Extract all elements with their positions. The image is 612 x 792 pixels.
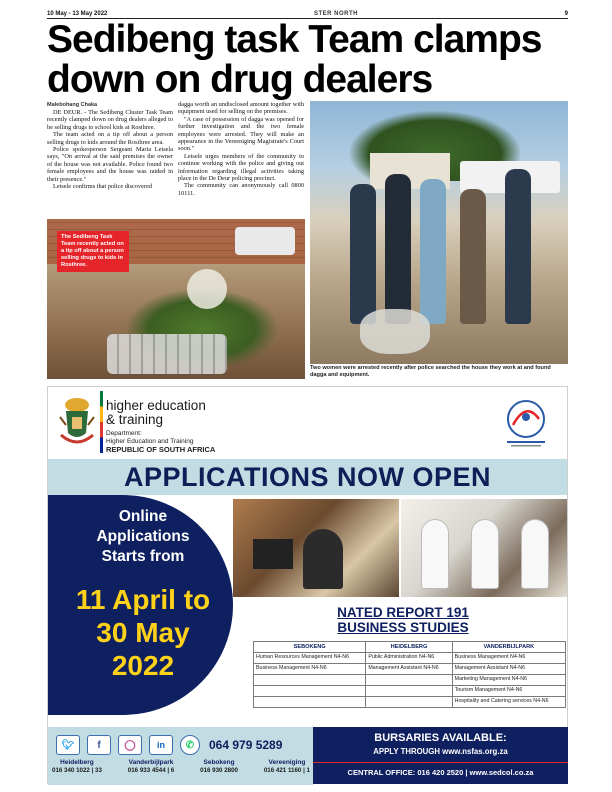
- campus-number: 016 933 4544 | 6: [127, 767, 175, 774]
- apply-link[interactable]: APPLY THROUGH www.nsfas.org.za: [373, 747, 508, 756]
- student: [303, 529, 343, 589]
- whatsapp-icon[interactable]: ✆: [180, 735, 200, 755]
- person: [385, 174, 411, 324]
- divider: [313, 762, 568, 763]
- paragraph: dagga worth an undisclosed amount together with equipment used for selling on the premises.: [178, 101, 304, 116]
- person: [460, 189, 486, 324]
- campus-number: 016 421 1160 | 1: [263, 767, 310, 774]
- table-cell: Hospitality and Catering services N4-N6: [452, 697, 565, 708]
- column-header: SEBOKENG: [254, 642, 366, 653]
- dept-country: REPUBLIC OF SOUTH AFRICA: [106, 445, 216, 454]
- instagram-icon[interactable]: ◯: [118, 735, 142, 755]
- article-column-2: [178, 101, 304, 197]
- bursaries-heading: BURSARIES AVAILABLE:: [374, 732, 507, 744]
- article-headline: Sedibeng task Team clamps down on drug dealers: [47, 18, 542, 101]
- nated-heading: [288, 605, 518, 635]
- dept-line-1: higher education: [106, 398, 206, 413]
- table-cell: Tourism Management N4-N6: [452, 686, 565, 697]
- table-cell: [366, 686, 452, 697]
- ad-header: [48, 387, 567, 459]
- catering-class-photo: [401, 499, 567, 597]
- date-line-1: 11 April to: [75, 584, 211, 615]
- online-line-2: Applications: [96, 528, 190, 545]
- dept-line-2: & training: [106, 412, 164, 427]
- nated-line-2: BUSINESS STUDIES: [337, 620, 469, 635]
- table-cell: [366, 697, 452, 708]
- table-cell: Management Assistant N4-N6: [452, 664, 565, 675]
- table-row: [254, 675, 566, 686]
- paragraph: Letsele urges members of the community to continue working with the police and giving out information regarding illegal activities taking place in the De Deur policing precinct.: [178, 152, 304, 183]
- central-office-contact[interactable]: CENTRAL OFFICE: 016 420 2520 | www.sedcol.co.za: [347, 768, 534, 777]
- date-line-2: 30 May: [96, 617, 190, 648]
- chef: [471, 519, 499, 589]
- paragraph: DE DEUR. - The Sedibeng Cluster Task Team recently clamped down on drug dealers alleged to be selling drugs to school kids at Rosihree.: [47, 109, 173, 131]
- paragraph: Letsele confirms that police discovered: [53, 183, 152, 191]
- social-links: [56, 735, 282, 755]
- campus-contact: [264, 759, 310, 775]
- table-row: [254, 697, 566, 708]
- table-cell: [254, 686, 366, 697]
- campus-contact: [52, 759, 102, 775]
- coat-of-arms-icon: [58, 395, 96, 451]
- applications-banner: APPLICATIONS NOW OPEN: [48, 459, 567, 495]
- table-cell: [366, 675, 452, 686]
- table-cell: Human Resources Management N4-N6: [254, 653, 366, 664]
- linkedin-icon[interactable]: in: [149, 735, 173, 755]
- campus-contact: [128, 759, 174, 775]
- department-title: [106, 399, 206, 427]
- campus-name: Heidelberg: [60, 759, 94, 766]
- table-cell: Public Administration N4-N6: [366, 653, 452, 664]
- photo-caption-box: The Sedibeng Task Team recently acted on a tip off about a person selling drugs to kids in Rosihree.: [57, 231, 129, 272]
- table-row: [254, 664, 566, 675]
- person: [420, 179, 446, 324]
- police-team-photo: [310, 101, 568, 364]
- campus-name: Vereeniging: [268, 759, 306, 766]
- online-line-1: Online: [118, 508, 168, 525]
- chef: [421, 519, 449, 589]
- computer-lab-photo: [233, 499, 399, 597]
- date-line-3: 2022: [111, 650, 175, 681]
- campus-name: Sebokeng: [203, 759, 235, 766]
- campus-number: 016 930 2800: [200, 767, 238, 774]
- campus-name: Vanderbijlpark: [128, 759, 174, 766]
- department-subtitle: [106, 430, 215, 454]
- byline: Malebohang Chaka: [47, 102, 98, 108]
- table-cell: Management Assistant N4-N6: [366, 664, 452, 675]
- article-column-1: [47, 109, 173, 190]
- twitter-icon[interactable]: 🐦︎: [56, 735, 80, 755]
- plastic-bag: [187, 269, 227, 309]
- table-row: [254, 653, 566, 664]
- computer-screen: [253, 539, 293, 569]
- column-header: VANDERBIJLPARK: [452, 642, 565, 653]
- online-applications-text: [68, 507, 218, 567]
- paragraph: "A case of possession of dagga was opened for further investigation and the two female employees were arrested. They will make an appearance in the Vereeniging Magistrate's Court soon.": [178, 115, 304, 153]
- online-line-3: Starts from: [101, 548, 185, 565]
- table-cell: Marketing Management N4-N6: [452, 675, 565, 686]
- bursary-footer: [313, 727, 568, 784]
- page-number: 9: [564, 10, 568, 17]
- college-advertisement: [47, 386, 568, 784]
- table-cell: [254, 697, 366, 708]
- table-header-row: [254, 642, 566, 653]
- table-cell: [254, 675, 366, 686]
- paragraph: The team acted on a tip off about a person selling drugs to kids around the Rosihree area.: [47, 131, 173, 146]
- whatsapp-number[interactable]: 064 979 5289: [209, 738, 283, 752]
- table-cell: Business Management N4-N6: [452, 653, 565, 664]
- nated-line-1: NATED REPORT 191: [337, 605, 469, 620]
- section-name: STER NORTH: [314, 10, 359, 17]
- photo-caption: Two women were arrested recently after police searched the house they work at and found dagga and equipment.: [310, 365, 551, 378]
- campus-contact: [200, 759, 238, 775]
- evidence-bag: [360, 309, 430, 354]
- dept-label: Department:: [106, 430, 142, 437]
- campus-number: 016 340 1022 | 33: [52, 767, 102, 774]
- chef: [521, 519, 549, 589]
- sedibeng-college-logo-icon: [499, 395, 553, 451]
- jars: [107, 334, 227, 374]
- person: [505, 169, 531, 324]
- campus-contacts: [52, 759, 310, 775]
- column-header: HEIDELBERG: [366, 642, 452, 653]
- dept-name: Higher Education and Training: [106, 438, 194, 445]
- flag-color-strip: [100, 391, 103, 453]
- paragraph: Police spokesperson Sergeant Maria Letsela says, "On arrival at the said premises the owner of the house was not available. Police found two female employees and the house was raided in their presence.": [47, 146, 173, 183]
- facebook-icon[interactable]: f: [87, 735, 111, 755]
- issue-date: 10 May - 13 May 2022: [47, 10, 108, 17]
- vehicle: [235, 227, 295, 255]
- courses-table: [253, 641, 566, 708]
- paragraph: The community can anonymously call 0800 10111.: [178, 182, 304, 197]
- table-cell: Business Management N4-N6: [254, 664, 366, 675]
- application-dates: [48, 583, 238, 682]
- table-row: [254, 686, 566, 697]
- person: [350, 184, 376, 324]
